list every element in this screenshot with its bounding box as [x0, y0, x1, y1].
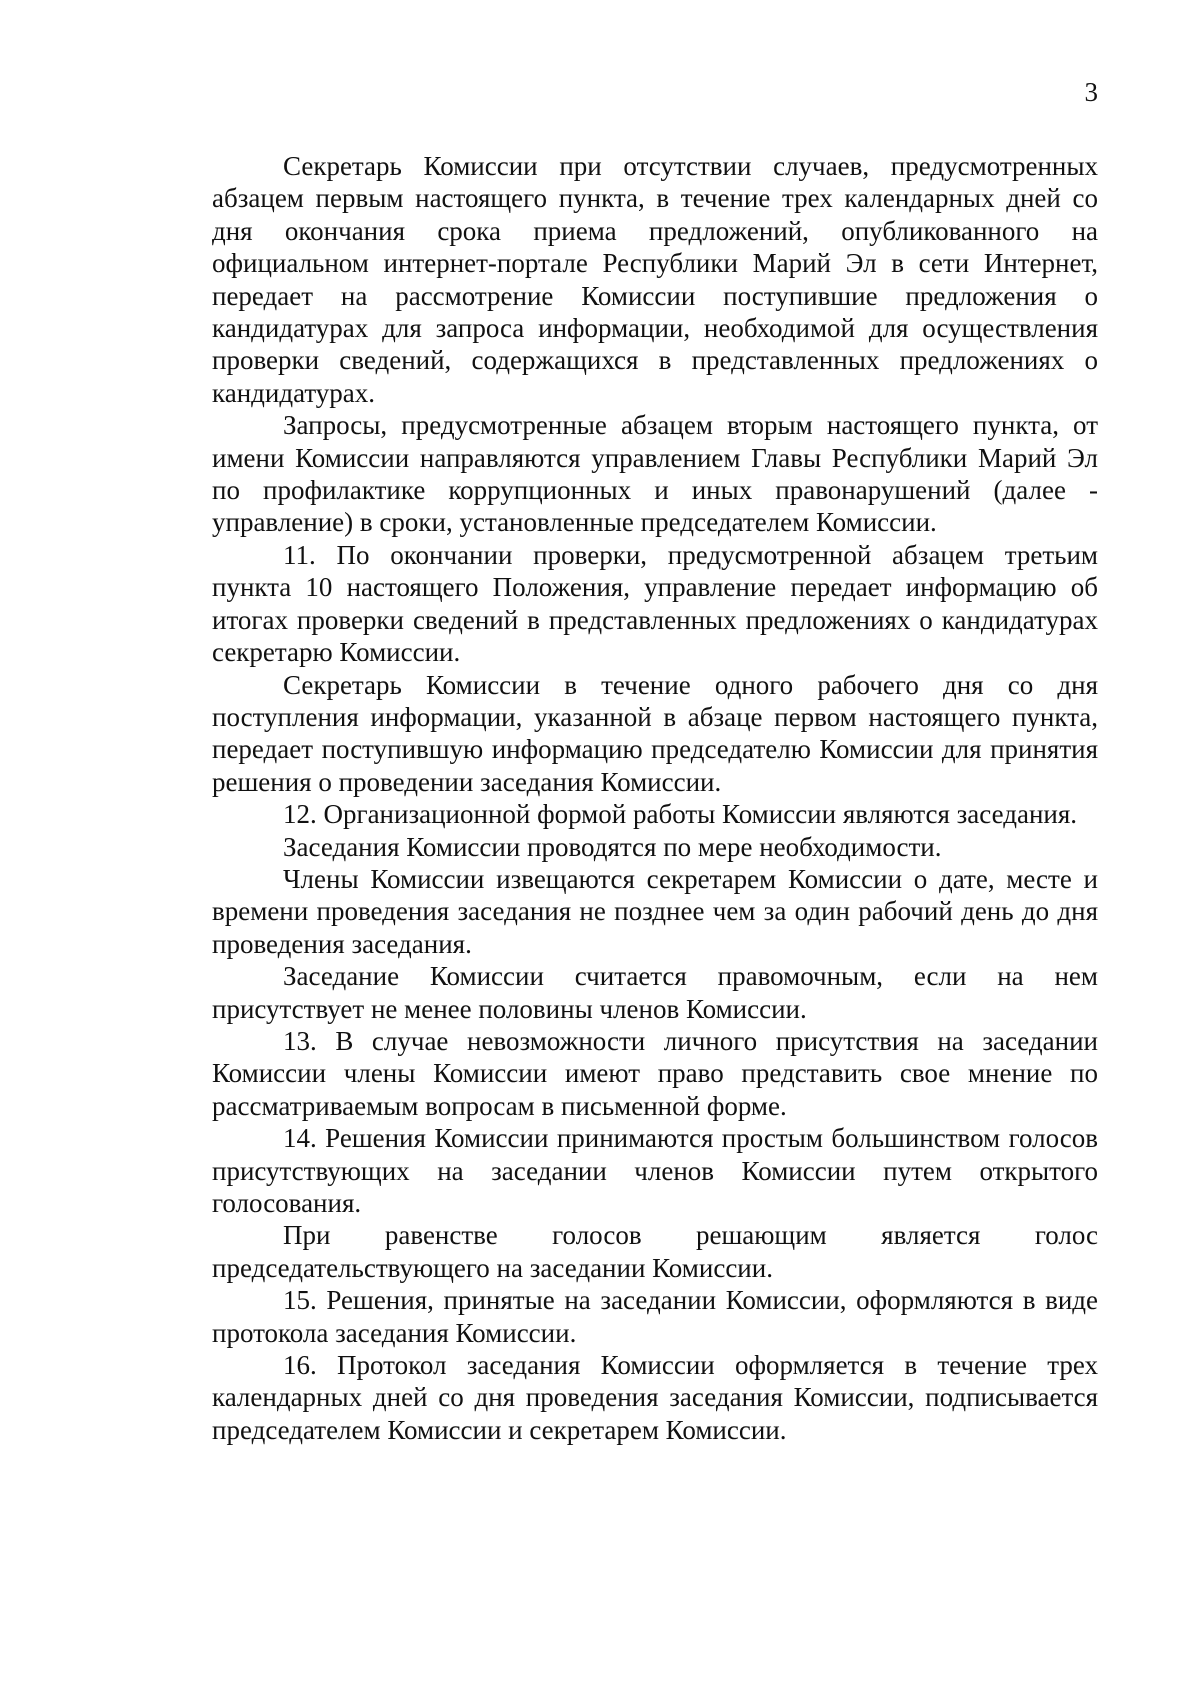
paragraph-member-notification: Члены Комиссии извещаются секретарем Комиссии о дате, месте и времени проведения заседания не позднее чем за один рабочий день до дня проведения заседания.: [212, 863, 1098, 959]
paragraph-item-14: 14. Решения Комиссии принимаются простым большинством голосов присутствующих на заседании членов Комиссии путем открытого голосования.: [212, 1123, 1098, 1218]
paragraph-item-16: 16. Протокол заседания Комиссии оформляется в течение трех календарных дней со дня проведения заседания Комиссии, подписывается председателем Комиссии и секретарем Комиссии.: [212, 1350, 1098, 1445]
page-number: 3: [1084, 77, 1098, 107]
paragraph-quorum: Заседание Комиссии считается правомочным, если на нем присутствует не менее половины членов Комиссии.: [212, 961, 1098, 1024]
paragraph-meeting-frequency: Заседания Комиссии проводятся по мере необходимости.: [283, 831, 942, 862]
paragraph-item-11: 11. По окончании проверки, предусмотренной абзацем третьим пункта 10 настоящего Положения, управление передает информацию об итогах проверки сведений в представленных предложениях о кандидатурах секретарю Комиссии.: [212, 539, 1098, 668]
document-body: [212, 150, 1098, 1446]
paragraph-tie-vote: При равенстве голосов решающим является голос председательствующего на заседании Комиссии.: [212, 1220, 1098, 1283]
paragraph-secretary-transfer: Секретарь Комиссии в течение одного рабочего дня со дня поступления информации, указанной в абзаце первом настоящего пункта, передает поступившую информацию председателю Комиссии для принятия решения о проведении заседания Комиссии.: [212, 669, 1098, 797]
paragraph-secretary-submission: Секретарь Комиссии при отсутствии случаев, предусмотренных абзацем первым настоящего пункта, в течение трех календарных дней со дня окончания срока приема предложений, опубликованного на официальном интернет-портале Республики Марий Эл в сети Интернет, передает на рассмотрение Комиссии поступившие предложения о кандидатурах для запроса информации, необходимой для осуществления проверки сведений, содержащихся в представленных предложениях о кандидатурах.: [212, 151, 1098, 408]
paragraph-item-13: 13. В случае невозможности личного присутствия на заседании Комиссии члены Комиссии имеют право представить свое мнение по рассматриваемым вопросам в письменной форме.: [212, 1025, 1098, 1121]
paragraph-requests: Запросы, предусмотренные абзацем вторым настоящего пункта, от имени Комиссии направляются управлением Главы Республики Марий Эл по профилактике коррупционных и иных правонарушений (далее - управление) в сроки, установленные председателем Комиссии.: [212, 410, 1098, 538]
paragraph-item-15: 15. Решения, принятые на заседании Комиссии, оформляются в виде протокола заседания Комиссии.: [212, 1285, 1098, 1348]
paragraph-item-12: 12. Организационной формой работы Комиссии являются заседания.: [283, 799, 1078, 830]
